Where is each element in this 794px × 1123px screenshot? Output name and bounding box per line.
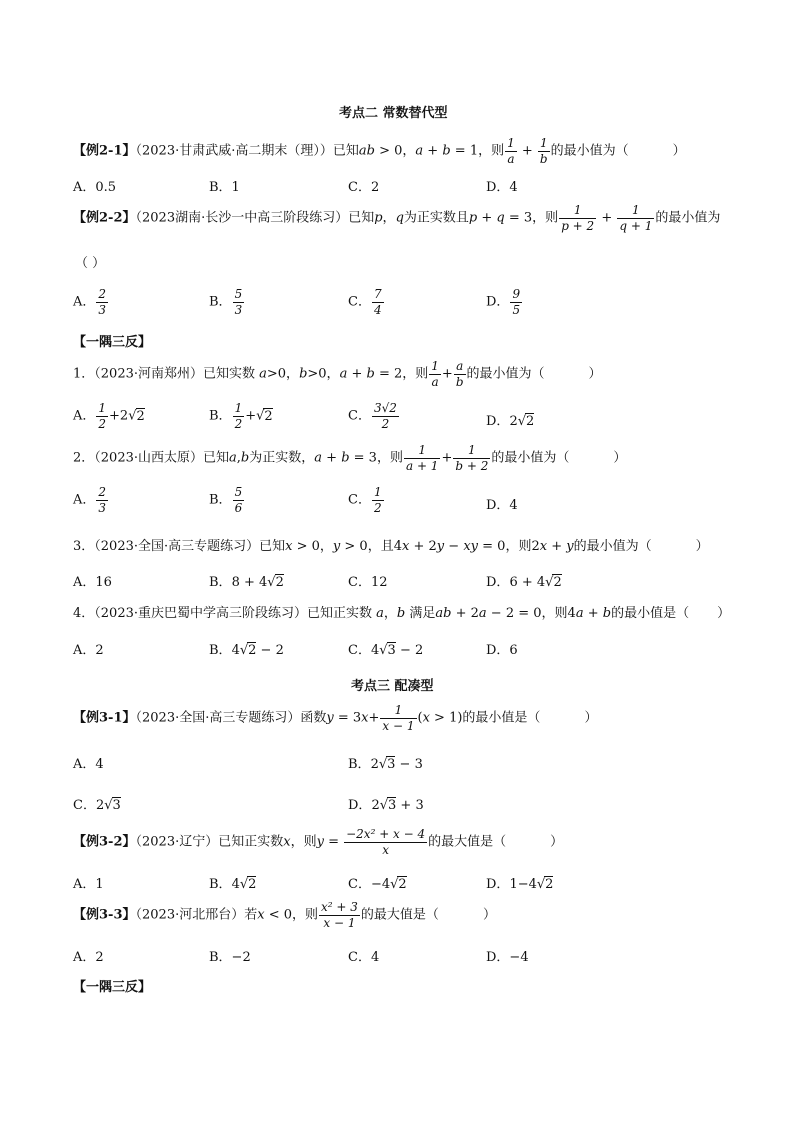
math-fraction: $\frac{1}{b}$ xyxy=(539,136,548,166)
option-d: D．1−4√2 xyxy=(486,877,554,892)
example-label: 【例2-1】 xyxy=(73,143,136,159)
practice-heading: 【一隅三反】 xyxy=(73,980,152,995)
stem-text: 的最小值是（ xyxy=(611,606,690,621)
option-a: A．2 xyxy=(73,950,104,965)
section-title-3: 考点三 配凑型 xyxy=(351,679,434,694)
stem-text: ， xyxy=(402,143,416,159)
option-d: D．4 xyxy=(486,498,518,513)
option-d: D．6 xyxy=(486,643,518,658)
stem-text: 的最小值为（ xyxy=(491,450,570,466)
stem-text: （2023湖南·长沙一中高三阶段练习）已知 xyxy=(135,210,375,226)
stem-text: 的最小值为 xyxy=(655,210,721,226)
math-fraction: $\frac{1}{q + 1}$ xyxy=(619,203,653,233)
problem-2-stem: 2．（2023·山西太原）已知a,b为正实数，a + b = 3，则 $\frac{1}{a + 1}$ + $\frac{1}{b + 2}$ 的最小值为（ ） xyxy=(73,443,627,473)
stem-text: ） xyxy=(550,834,564,850)
option-b: B．2√3 − 3 xyxy=(348,757,423,772)
option-a: A．16 xyxy=(73,575,112,590)
stem-text: 的最小值是（ xyxy=(462,710,541,726)
problem-3-stem: 3．（2023·全国·高三专题练习）已知x > 0，y > 0，且4x + 2y − xy = 0，则2x + y的最小值为（ ） xyxy=(73,539,709,554)
stem-text: 的最大值是（ xyxy=(360,907,439,923)
option-d: D．−4 xyxy=(486,950,529,965)
example-3-2-stem: 【例3-2】（2023·辽宁）已知正实数x，则y = $\frac{\text{−2x² + x − 4}}{x}$ 的最大值是（ ） xyxy=(73,827,564,857)
answer-paren: （ ） xyxy=(75,256,106,271)
option-c: C．−4√2 xyxy=(348,877,407,892)
stem-text: ，则 xyxy=(376,450,403,466)
math-fraction: $\frac{1}{p + 2}$ xyxy=(561,203,595,233)
example-2-2-stem: 【例2-2】（2023湖南·长沙一中高三阶段练习）已知p，q为正实数且p + q = 3，则 $\frac{1}{p + 2}$ + $\frac{1}{q + 1}$ 的最小值为 xyxy=(73,203,721,233)
option-b: B．−2 xyxy=(209,950,251,965)
option-a: A．4 xyxy=(73,757,104,772)
option-b: B． $\frac{5}{6}$ xyxy=(209,485,243,515)
stem-text: ） xyxy=(717,606,731,621)
option-b: B． $\frac{1}{2}$ +√2 xyxy=(209,401,273,431)
section-title-2: 考点二 常数替代型 xyxy=(339,106,448,121)
stem-text: ） xyxy=(695,539,709,554)
option-b: B． $\frac{5}{3}$ xyxy=(209,287,243,317)
option-c: C． $\frac{7}{4}$ xyxy=(348,287,382,317)
option-d: D．2√2 xyxy=(486,414,535,429)
stem-text: 的最小值为（ xyxy=(466,366,545,382)
example-label: 【例3-3】 xyxy=(73,907,136,923)
example-3-1-stem: 【例3-1】（2023·全国·高三专题练习）函数y = 3x+ $\frac{1}{x - 1}$ (x > 1)的最小值是（ ） xyxy=(73,703,598,733)
example-label: 【例3-1】 xyxy=(73,710,136,726)
stem-text: 4．（2023·重庆巴蜀中学高三阶段练习）已知正实数 xyxy=(73,606,377,621)
stem-text: ，则 xyxy=(541,606,568,621)
math: a xyxy=(415,143,424,159)
option-a: A． $\frac{2}{3}$ xyxy=(73,287,107,317)
option-c: C．2 xyxy=(348,180,380,195)
option-b: B．1 xyxy=(209,180,240,195)
stem-text: 的最大值是（ xyxy=(428,834,507,850)
option-a: A． $\frac{1}{2}$ +2√2 xyxy=(73,401,145,431)
stem-text: （2023·河北邢台）若 xyxy=(135,907,258,923)
stem-text: ） xyxy=(482,907,496,923)
problem-4-stem: 4．（2023·重庆巴蜀中学高三阶段练习）已知正实数 a，b 满足ab + 2a − 2 = 0，则4a + b的最小值是（ ） xyxy=(73,606,731,621)
option-a: A．0.5 xyxy=(73,180,117,195)
stem-text: 1．（2023·河南郑州）已知实数 xyxy=(73,366,260,382)
stem-text: 满足 xyxy=(405,606,436,621)
option-a: A．2 xyxy=(73,643,104,658)
stem-text: 的最小值为（ xyxy=(550,143,629,159)
stem-text: 为正实数， xyxy=(249,450,315,466)
option-c: C．4√3 − 2 xyxy=(348,643,424,658)
option-c: C． $\frac{1}{2}$ xyxy=(348,485,382,515)
example-3-3-stem: 【例3-3】（2023·河北邢台）若x < 0，则 $\frac{\text{x² + 3}}{x - 1}$ 的最大值是（ ） xyxy=(73,900,496,930)
option-b: B．4√2 xyxy=(209,877,257,892)
stem-text: ） xyxy=(672,143,686,159)
stem-text: ） xyxy=(588,366,602,382)
option-a: A． $\frac{2}{3}$ xyxy=(73,485,107,515)
stem-text: ，则 xyxy=(478,143,505,159)
stem-text: ，则 xyxy=(505,539,532,554)
example-2-1-stem: 【例2-1】（2023·甘肃武威·高二期末（理））已知ab > 0，a + b = 1，则 $\frac{1}{a}$ + $\frac{1}{b}$ 的最小值为（ ） xyxy=(73,136,686,166)
problem-1-stem: 1．（2023·河南郑州）已知实数 a>0，b>0，a + b = 2，则 $\frac{1}{a}$ + $\frac{a}{b}$ 的最小值为（ ） xyxy=(73,359,602,389)
option-d: D． $\frac{9}{5}$ xyxy=(486,287,521,317)
option-b: B．8 + 4√2 xyxy=(209,575,284,590)
stem-text: ，则 xyxy=(532,210,559,226)
stem-text: ，则 xyxy=(290,834,317,850)
stem-text: ） xyxy=(584,710,598,726)
option-b: B．4√2 − 2 xyxy=(209,643,284,658)
math-fraction: $\frac{1}{a}$ xyxy=(507,136,515,166)
example-label: 【例2-2】 xyxy=(73,210,136,226)
practice-heading: 【一隅三反】 xyxy=(73,335,152,350)
stem-text: （2023·全国·高三专题练习）函数 xyxy=(135,710,327,726)
math: ab xyxy=(358,143,375,159)
stem-text: （2023·辽宁）已知正实数 xyxy=(135,834,284,850)
stem-text: ） xyxy=(613,450,627,466)
option-d: D．4 xyxy=(486,180,518,195)
option-d: D．2√3 + 3 xyxy=(348,798,424,813)
stem-text: ，且 xyxy=(367,539,394,554)
stem-text: 2．（2023·山西太原）已知 xyxy=(73,450,229,466)
stem-text: （2023·甘肃武威·高二期末（理））已知 xyxy=(135,143,359,159)
option-c: C． $\frac{3√2}{2}$ xyxy=(348,401,397,431)
stem-text: ，则 xyxy=(292,907,319,923)
stem-text: 的最小值为（ xyxy=(573,539,652,554)
option-d: D．6 + 4√2 xyxy=(486,575,562,590)
option-c: C．4 xyxy=(348,950,380,965)
stem-text: 3．（2023·全国·高三专题练习）已知 xyxy=(73,539,286,554)
option-a: A．1 xyxy=(73,877,104,892)
stem-text: ，则 xyxy=(402,366,429,382)
option-c: C．12 xyxy=(348,575,388,590)
option-c: C．2√3 xyxy=(73,798,121,813)
example-label: 【例3-2】 xyxy=(73,834,136,850)
stem-text: 为正实数且 xyxy=(403,210,469,226)
